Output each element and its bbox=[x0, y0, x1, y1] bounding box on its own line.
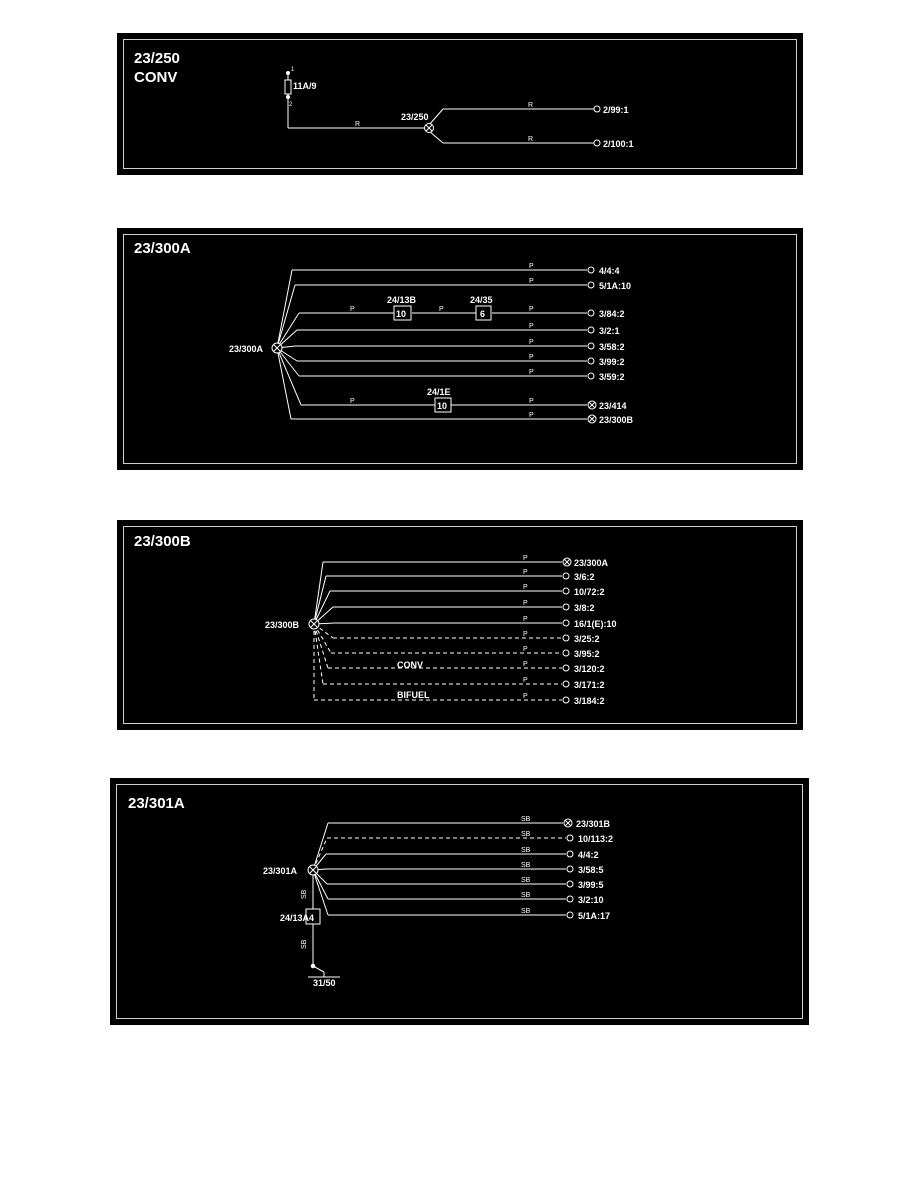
diagram-panel-23-300a bbox=[117, 228, 803, 470]
splice-icon bbox=[563, 558, 571, 566]
wire-color-label: SB bbox=[521, 816, 531, 823]
wire-color-label: P bbox=[529, 263, 534, 270]
panel-title: 23/301A bbox=[128, 795, 185, 812]
wire-target-label: 4/4:4 bbox=[599, 266, 620, 276]
wire-color-label: P bbox=[529, 398, 534, 405]
wire-target-label: 2/99:1 bbox=[603, 105, 629, 115]
wire-color-label: SB bbox=[521, 892, 531, 899]
wire-color-label: P bbox=[350, 306, 355, 313]
splice-hub bbox=[308, 865, 318, 875]
wiring-diagram bbox=[117, 228, 803, 470]
wire-target-label: 5/1A:10 bbox=[599, 281, 632, 291]
connector-label: 24/13B bbox=[387, 295, 417, 305]
wire-color-label: R bbox=[528, 102, 534, 109]
wire-color-label: SB bbox=[521, 862, 531, 869]
wiring-diagram bbox=[117, 520, 803, 730]
fuse-pin-top: 1 bbox=[291, 67, 295, 73]
wire-target-label: 3/2:1 bbox=[599, 326, 620, 336]
splice-hub bbox=[425, 124, 434, 133]
connector-pin: 10 bbox=[396, 309, 407, 319]
wiring-diagram bbox=[110, 778, 809, 1025]
wire-target-label: 3/120:2 bbox=[574, 664, 605, 674]
wire-target-label: 3/84:2 bbox=[599, 309, 625, 319]
wire-color-label: P bbox=[523, 584, 528, 591]
wire-color-label: P bbox=[529, 323, 534, 330]
wire-target-label: 3/171:2 bbox=[574, 680, 605, 690]
fuse-label: 11A/9 bbox=[293, 81, 317, 91]
wire-color-label: SB bbox=[521, 908, 531, 915]
diagram-panel-23-300b bbox=[117, 520, 803, 730]
wire-color-label: R bbox=[355, 121, 361, 128]
hub-label: 23/300B bbox=[265, 620, 300, 630]
wire-color-label: P bbox=[523, 600, 528, 607]
wire-target-label: 10/72:2 bbox=[574, 587, 605, 597]
hub-label: 23/250 bbox=[401, 112, 429, 122]
connector-pin: 4 bbox=[309, 913, 315, 923]
wire-target-label: 3/2:10 bbox=[578, 895, 604, 905]
wire-target-label: 3/6:2 bbox=[574, 572, 595, 582]
wire-target-label: 3/58:2 bbox=[599, 342, 625, 352]
wire-target-label: 23/414 bbox=[599, 401, 627, 411]
wire-target-label: 4/4:2 bbox=[578, 850, 599, 860]
diagram-panel-23-250 bbox=[117, 33, 803, 175]
wire-color-label: P bbox=[350, 398, 355, 405]
wire-target-label: 23/300A bbox=[574, 558, 609, 568]
wire-color-label: P bbox=[523, 616, 528, 623]
wire-target-label: 3/25:2 bbox=[574, 634, 600, 644]
wire-color-label: P bbox=[523, 569, 528, 576]
wire-color-label: P bbox=[529, 339, 534, 346]
wire-color-label: P bbox=[523, 677, 528, 684]
ground-label: 31/50 bbox=[313, 978, 336, 988]
wire-color-label: SB bbox=[301, 889, 308, 899]
wire-color-label: P bbox=[523, 646, 528, 653]
wire-target-label: 10/113:2 bbox=[578, 834, 614, 844]
splice-icon bbox=[588, 401, 596, 409]
connector-pin: 10 bbox=[437, 401, 448, 411]
fuse-pin-bottom: 2 bbox=[289, 102, 293, 108]
connector-label: 24/1E bbox=[427, 387, 451, 397]
panel-subtitle: CONV bbox=[134, 69, 178, 86]
wire-color-label: P bbox=[439, 306, 444, 313]
wire-color-label: P bbox=[529, 278, 534, 285]
wire-color-label: SB bbox=[521, 847, 531, 854]
wire-target-label: 23/300B bbox=[599, 415, 634, 425]
wire-target-label: 23/301B bbox=[576, 819, 611, 829]
wire-target-label: 16/1(E):10 bbox=[574, 619, 617, 629]
wire-target-label: 3/184:2 bbox=[574, 696, 605, 706]
harness-note: BIFUEL bbox=[397, 690, 430, 700]
wire-color-label: SB bbox=[521, 877, 531, 884]
wire-color-label: P bbox=[529, 412, 534, 419]
wire-color-label: P bbox=[523, 555, 528, 562]
wiring-diagram bbox=[117, 33, 803, 175]
splice-icon bbox=[588, 415, 596, 423]
splice-hub bbox=[309, 619, 319, 629]
hub-label: 23/300A bbox=[229, 344, 264, 354]
connector-pin: 6 bbox=[480, 309, 486, 319]
splice-hub bbox=[272, 343, 282, 353]
wire-color-label: SB bbox=[301, 939, 308, 949]
wire-color-label: P bbox=[523, 631, 528, 638]
wire-target-label: 3/99:2 bbox=[599, 357, 625, 367]
wire-target-label: 3/58:5 bbox=[578, 865, 604, 875]
harness-note: CONV bbox=[397, 660, 424, 670]
wire-target-label: 3/95:2 bbox=[574, 649, 600, 659]
wire-color-label: R bbox=[528, 136, 534, 143]
wire-target-label: 3/99:5 bbox=[578, 880, 604, 890]
wire-color-label: P bbox=[523, 693, 528, 700]
connector-label: 24/13A bbox=[280, 913, 310, 923]
wire-target-label: 3/8:2 bbox=[574, 603, 595, 613]
panel-title: 23/250 bbox=[134, 50, 180, 67]
diagram-panel-23-301a bbox=[110, 778, 809, 1025]
connector-label: 24/35 bbox=[470, 295, 493, 305]
wire-color-label: P bbox=[529, 354, 534, 361]
wire-target-label: 5/1A:17 bbox=[578, 911, 611, 921]
panel-title: 23/300B bbox=[134, 533, 191, 550]
panel-title: 23/300A bbox=[134, 240, 191, 257]
wire-color-label: P bbox=[529, 306, 534, 313]
wire-color-label: P bbox=[523, 661, 528, 668]
wire-target-label: 2/100:1 bbox=[603, 139, 634, 149]
wire-color-label: SB bbox=[521, 831, 531, 838]
wire-target-label: 3/59:2 bbox=[599, 372, 625, 382]
hub-label: 23/301A bbox=[263, 866, 298, 876]
splice-icon bbox=[564, 819, 572, 827]
wire-color-label: P bbox=[529, 369, 534, 376]
